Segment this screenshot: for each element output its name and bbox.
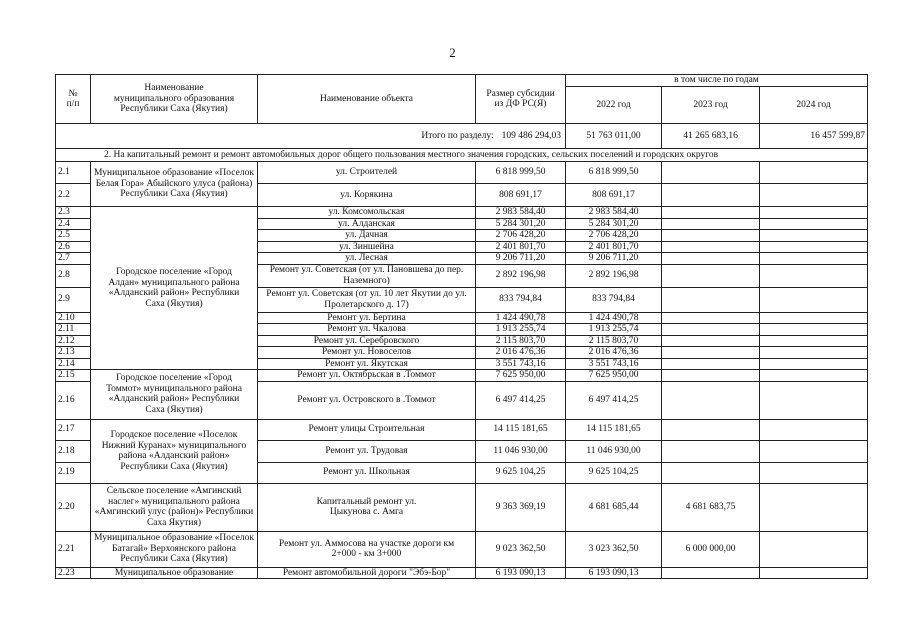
header-year-2023: 2023 год (662, 87, 760, 124)
header-municipality: Наименование муниципального образования Республики Саха (Якутия) (91, 75, 258, 124)
year-2023-cell (662, 567, 760, 579)
year-2022-cell: 9 206 711,20 (566, 253, 662, 265)
object-cell: Ремонт ул. Октябрьская в .Томмот (258, 370, 476, 382)
object-cell: Ремонт ул. Чкалова (258, 324, 476, 336)
subsidy-cell: 1 424 490,78 (476, 312, 566, 324)
row-number: 2.15 (56, 370, 91, 382)
object-cell: ул. Зиншейна (258, 241, 476, 253)
subsidy-cell: 9 206 711,20 (476, 253, 566, 265)
row-number: 2.7 (56, 253, 91, 265)
year-2024-cell (760, 253, 868, 265)
year-2024-cell (760, 184, 868, 207)
subsidy-cell: 14 115 181,65 (476, 419, 566, 440)
year-2023-cell (662, 162, 760, 184)
row-number: 2.2 (56, 184, 91, 207)
subsidy-cell: 6 193 090,13 (476, 567, 566, 579)
subsidy-cell: 1 913 255,74 (476, 324, 566, 336)
subsidy-cell: 11 046 930,00 (476, 440, 566, 462)
row-number: 2.3 (56, 207, 91, 219)
year-2022-cell: 6 193 090,13 (566, 567, 662, 579)
year-2022-cell: 9 625 104,25 (566, 462, 662, 483)
year-2023-cell (662, 419, 760, 440)
row-number: 2.12 (56, 335, 91, 347)
municipality-cell: Сельское поселение «Амгинский наслег» муниципального района «Амгинский улус (район)» Республики Саха Якутия) (91, 483, 258, 531)
row-number: 2.23 (56, 567, 91, 579)
row-number: 2.13 (56, 347, 91, 359)
year-2024-cell (760, 381, 868, 419)
row-number: 2.17 (56, 419, 91, 440)
municipality-cell: Городское поселение «Город Алдан» муниципального района «Алданский район» Республики Саха (Якутия) (91, 207, 258, 370)
year-2022-cell: 7 625 950,00 (566, 370, 662, 382)
year-2023-cell (662, 358, 760, 370)
subsidy-cell: 5 284 301,20 (476, 218, 566, 230)
subsidy-cell: 7 625 950,00 (476, 370, 566, 382)
row-number: 2.18 (56, 440, 91, 462)
year-2022-cell: 14 115 181,65 (566, 419, 662, 440)
row-number: 2.14 (56, 358, 91, 370)
header-object: Наименование объекта (258, 75, 476, 124)
year-2022-cell: 3 551 743,16 (566, 358, 662, 370)
header-year-2022: 2022 год (566, 87, 662, 124)
row-number: 2.16 (56, 381, 91, 419)
row-number: 2.20 (56, 483, 91, 531)
total-2022: 51 763 011,00 (566, 124, 662, 149)
year-2024-cell (760, 358, 868, 370)
total-2024: 16 457 599,87 (760, 124, 868, 149)
object-cell: Ремонт ул. Аммосова на участке дороги км 2+000 - км 3+000 (258, 531, 476, 567)
municipality-cell: Городское поселение «Город Томмот» муниципального района «Алданский район» Республики Саха (Якутия) (91, 370, 258, 420)
object-cell: ул. Комсомольская (258, 207, 476, 219)
page-number: 2 (449, 45, 456, 60)
year-2024-cell (760, 218, 868, 230)
year-2023-cell (662, 335, 760, 347)
subsidy-cell: 6 497 414,25 (476, 381, 566, 419)
object-cell: Капитальный ремонт ул. Цыкунова с. Амга (258, 483, 476, 531)
row-number: 2.1 (56, 162, 91, 184)
year-2023-cell (662, 241, 760, 253)
section-heading: 2. На капитальный ремонт и ремонт автомобильных дорог общего пользования местного значения городских, сельских поселений и городских округов (56, 149, 868, 162)
table-row (56, 567, 868, 579)
year-2023-cell: 4 681 683,75 (662, 483, 760, 531)
object-cell: Ремонт ул. Новоселов (258, 347, 476, 359)
total-row (56, 124, 868, 149)
year-2022-cell: 2 983 584,40 (566, 207, 662, 219)
year-2024-cell (760, 370, 868, 382)
row-number: 2.10 (56, 312, 91, 324)
object-cell: Ремонт ул. Советская (от ул. 10 лет Якутии до ул. Пролетарского д. 17) (258, 287, 476, 312)
year-2024-cell (760, 347, 868, 359)
object-cell: Ремонт ул. Якутская (258, 358, 476, 370)
year-2022-cell: 2 016 476,36 (566, 347, 662, 359)
year-2024-cell (760, 207, 868, 219)
year-2024-cell (760, 230, 868, 242)
year-2024-cell (760, 264, 868, 287)
subsidy-cell: 2 706 428,20 (476, 230, 566, 242)
row-number: 2.6 (56, 241, 91, 253)
table-row (56, 531, 868, 567)
year-2024-cell (760, 531, 868, 567)
object-cell: ул. Корякина (258, 184, 476, 207)
table-row (56, 483, 868, 531)
year-2022-cell: 3 023 362,50 (566, 531, 662, 567)
year-2024-cell (760, 335, 868, 347)
year-2024-cell (760, 162, 868, 184)
year-2024-cell (760, 483, 868, 531)
total-label: Итого по разделу: (421, 130, 494, 141)
row-number: 2.8 (56, 264, 91, 287)
year-2024-cell (760, 419, 868, 440)
year-2022-cell: 6 818 999,50 (566, 162, 662, 184)
object-cell: Ремонт ул. Школьная (258, 462, 476, 483)
year-2024-cell (760, 567, 868, 579)
total-subsidy: 109 486 294,03 (501, 130, 561, 141)
year-2024-cell (760, 312, 868, 324)
object-cell: ул. Лесная (258, 253, 476, 265)
year-2024-cell (760, 462, 868, 483)
object-cell: Ремонт автомобильной дороги "Эбэ-Бор" (258, 567, 476, 579)
year-2022-cell: 2 115 803,70 (566, 335, 662, 347)
subsidy-cell: 9 023 362,50 (476, 531, 566, 567)
row-number: 2.4 (56, 218, 91, 230)
year-2023-cell (662, 287, 760, 312)
year-2023-cell (662, 462, 760, 483)
table-row (56, 370, 868, 382)
table-row (56, 162, 868, 184)
object-cell: Ремонт ул. Бертина (258, 312, 476, 324)
year-2023-cell (662, 370, 760, 382)
year-2023-cell (662, 312, 760, 324)
header-year-2024: 2024 год (760, 87, 868, 124)
year-2024-cell (760, 287, 868, 312)
municipality-cell: Городское поселение «Поселок Нижний Куранах» муниципального района «Алданский район» Республики Саха (Якутия) (91, 419, 258, 483)
year-2023-cell (662, 218, 760, 230)
year-2022-cell: 2 401 801,70 (566, 241, 662, 253)
year-2022-cell: 11 046 930,00 (566, 440, 662, 462)
subsidy-table (55, 74, 868, 579)
subsidy-cell: 2 983 584,40 (476, 207, 566, 219)
subsidy-cell: 2 115 803,70 (476, 335, 566, 347)
subsidy-cell: 9 625 104,25 (476, 462, 566, 483)
object-cell: Ремонт ул. Серебровского (258, 335, 476, 347)
year-2023-cell (662, 440, 760, 462)
municipality-cell: Муниципальное образование (91, 567, 258, 579)
year-2023-cell: 6 000 000,00 (662, 531, 760, 567)
year-2024-cell (760, 440, 868, 462)
row-number: 2.21 (56, 531, 91, 567)
year-2023-cell (662, 184, 760, 207)
year-2022-cell: 6 497 414,25 (566, 381, 662, 419)
object-cell: Ремонт ул. Островского в .Томмот (258, 381, 476, 419)
year-2022-cell: 4 681 685,44 (566, 483, 662, 531)
object-cell: Ремонт ул. Трудовая (258, 440, 476, 462)
table-row (56, 207, 868, 219)
year-2023-cell (662, 207, 760, 219)
row-number: 2.19 (56, 462, 91, 483)
total-2023: 41 265 683,16 (662, 124, 760, 149)
year-2023-cell (662, 324, 760, 336)
object-cell: ул. Дачная (258, 230, 476, 242)
year-2024-cell (760, 241, 868, 253)
year-2023-cell (662, 230, 760, 242)
year-2023-cell (662, 381, 760, 419)
header-subsidy: Размер субсидии из ДФ РС(Я) (476, 75, 566, 124)
year-2022-cell: 1 913 255,74 (566, 324, 662, 336)
subsidy-cell: 6 818 999,50 (476, 162, 566, 184)
subsidy-cell: 2 401 801,70 (476, 241, 566, 253)
subsidy-cell: 833 794,84 (476, 287, 566, 312)
header-num: № п/п (56, 75, 91, 124)
table-row (56, 419, 868, 440)
year-2024-cell (760, 324, 868, 336)
year-2022-cell: 2 706 428,20 (566, 230, 662, 242)
row-number: 2.11 (56, 324, 91, 336)
year-2022-cell: 5 284 301,20 (566, 218, 662, 230)
municipality-cell: Муниципальное образование «Поселок Батагай» Верхоянского района Республики Саха (Якутия) (91, 531, 258, 567)
row-number: 2.5 (56, 230, 91, 242)
year-2022-cell: 808 691,17 (566, 184, 662, 207)
subsidy-cell: 3 551 743,16 (476, 358, 566, 370)
object-cell: ул. Строителей (258, 162, 476, 184)
object-cell: Ремонт ул. Советская (от ул. Пановшева до пер. Наземного) (258, 264, 476, 287)
subsidy-cell: 9 363 369,19 (476, 483, 566, 531)
year-2022-cell: 833 794,84 (566, 287, 662, 312)
row-number: 2.9 (56, 287, 91, 312)
object-cell: ул. Алданская (258, 218, 476, 230)
year-2023-cell (662, 253, 760, 265)
subsidy-cell: 808 691,17 (476, 184, 566, 207)
year-2023-cell (662, 264, 760, 287)
subsidy-cell: 2 892 196,98 (476, 264, 566, 287)
year-2023-cell (662, 347, 760, 359)
year-2022-cell: 2 892 196,98 (566, 264, 662, 287)
year-2022-cell: 1 424 490,78 (566, 312, 662, 324)
subsidy-cell: 2 016 476,36 (476, 347, 566, 359)
municipality-cell: Муниципальное образование «Поселок Белая Гора» Абыйского улуса (района) Республики Саха (Якутия) (91, 162, 258, 207)
object-cell: Ремонт улицы Строительная (258, 419, 476, 440)
header-by-years: в том числе по годам (566, 75, 868, 87)
